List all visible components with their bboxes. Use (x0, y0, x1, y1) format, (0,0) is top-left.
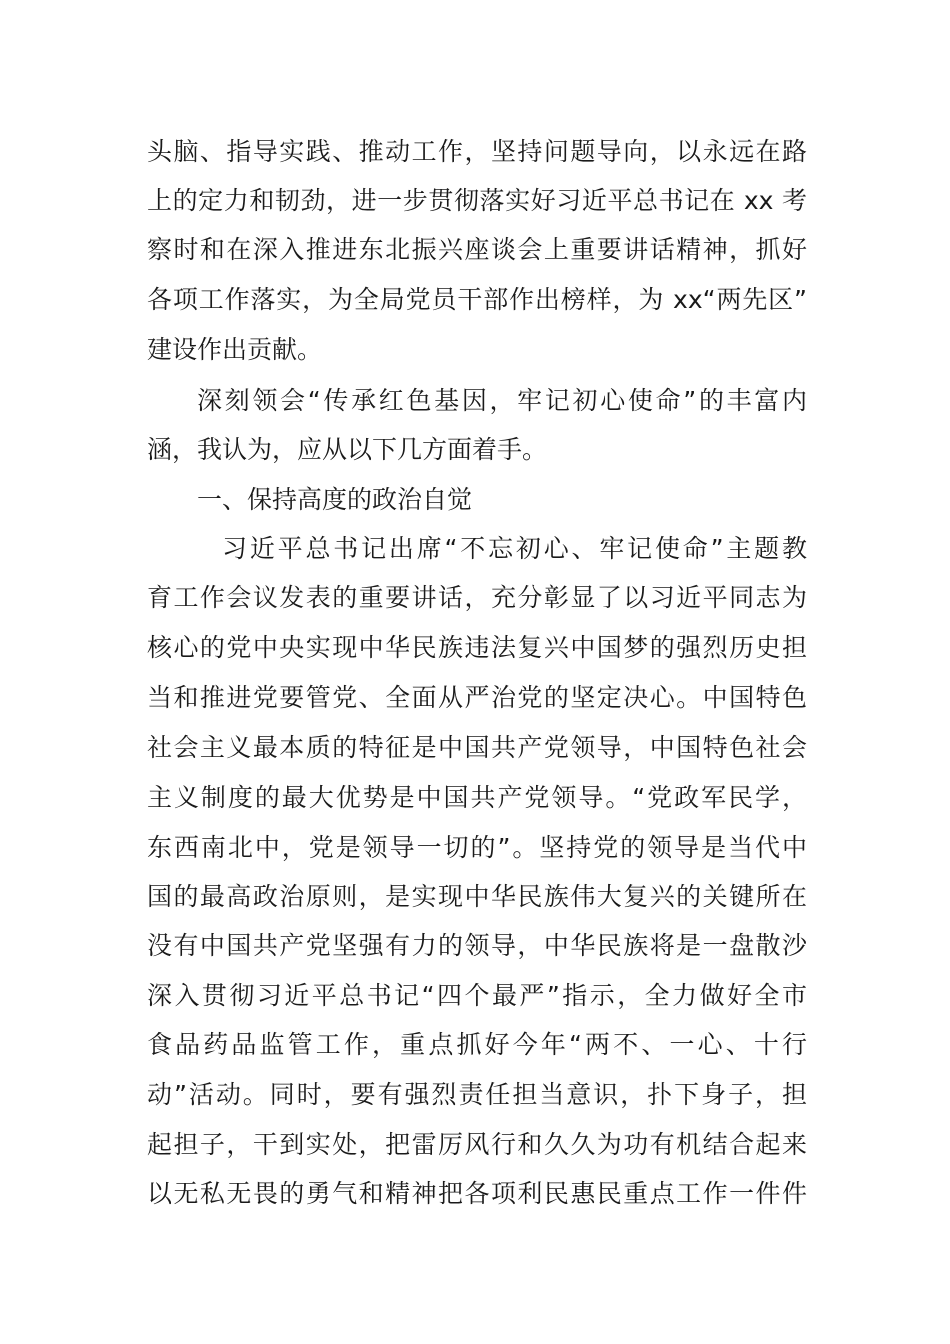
text-line-19: 食品药品监管工作，重点抓好今年“两不、一心、十行 (147, 1030, 807, 1059)
section-heading: 一、保持高度的政治自觉 (197, 485, 473, 514)
text-line-3: 察时和在深入推进东北振兴座谈会上重要讲话精神，抓好 (147, 235, 807, 264)
text-line-18: 深入贯彻习近平总书记“四个最严”指示，全力做好全市 (147, 981, 807, 1010)
text-line-2: 上的定力和韧劲，进一步贯彻落实好习近平总书记在 xx 考 (147, 186, 807, 215)
text-line-12: 当和推进党要管党、全面从严治党的坚定决心。中国特色 (147, 683, 807, 712)
text-line-9: 习近平总书记出席“不忘初心、牢记使命”主题教 (222, 534, 807, 563)
text-line-6: 深刻领会“传承红色基因，牢记初心使命”的丰富内 (197, 386, 807, 415)
text-line-1: 头脑、指导实践、推动工作，坚持问题导向，以永远在路 (147, 137, 807, 166)
text-line-5: 建设作出贡献。 (147, 335, 323, 364)
text-line-4: 各项工作落实，为全局党员干部作出榜样，为 xx“两先区” (147, 285, 807, 314)
text-line-14: 主义制度的最大优势是中国共产党领导。“党政军民学， (147, 783, 807, 812)
text-line-13: 社会主义最本质的特征是中国共产党领导，中国特色社会 (147, 733, 807, 762)
text-line-17: 没有中国共产党坚强有力的领导，中华民族将是一盘散沙 (147, 931, 807, 960)
text-line-22: 以无私无畏的勇气和精神把各项利民惠民重点工作一件件 (147, 1179, 807, 1208)
text-line-7: 涵，我认为，应从以下几方面着手。 (147, 435, 548, 464)
text-line-20: 动”活动。同时，要有强烈责任担当意识，扑下身子，担 (147, 1080, 807, 1109)
text-line-15: 东西南北中，党是领导一切的”。坚持党的领导是当代中 (147, 833, 807, 862)
text-line-10: 育工作会议发表的重要讲话，充分彰显了以习近平同志为 (147, 583, 807, 612)
text-line-21: 起担子，干到实处，把雷厉风行和久久为功有机结合起来 (147, 1130, 807, 1159)
text-line-11: 核心的党中央实现中华民族违法复兴中国梦的强烈历史担 (147, 633, 807, 662)
text-line-16: 国的最高政治原则，是实现中华民族伟大复兴的关键所在 (147, 882, 807, 911)
